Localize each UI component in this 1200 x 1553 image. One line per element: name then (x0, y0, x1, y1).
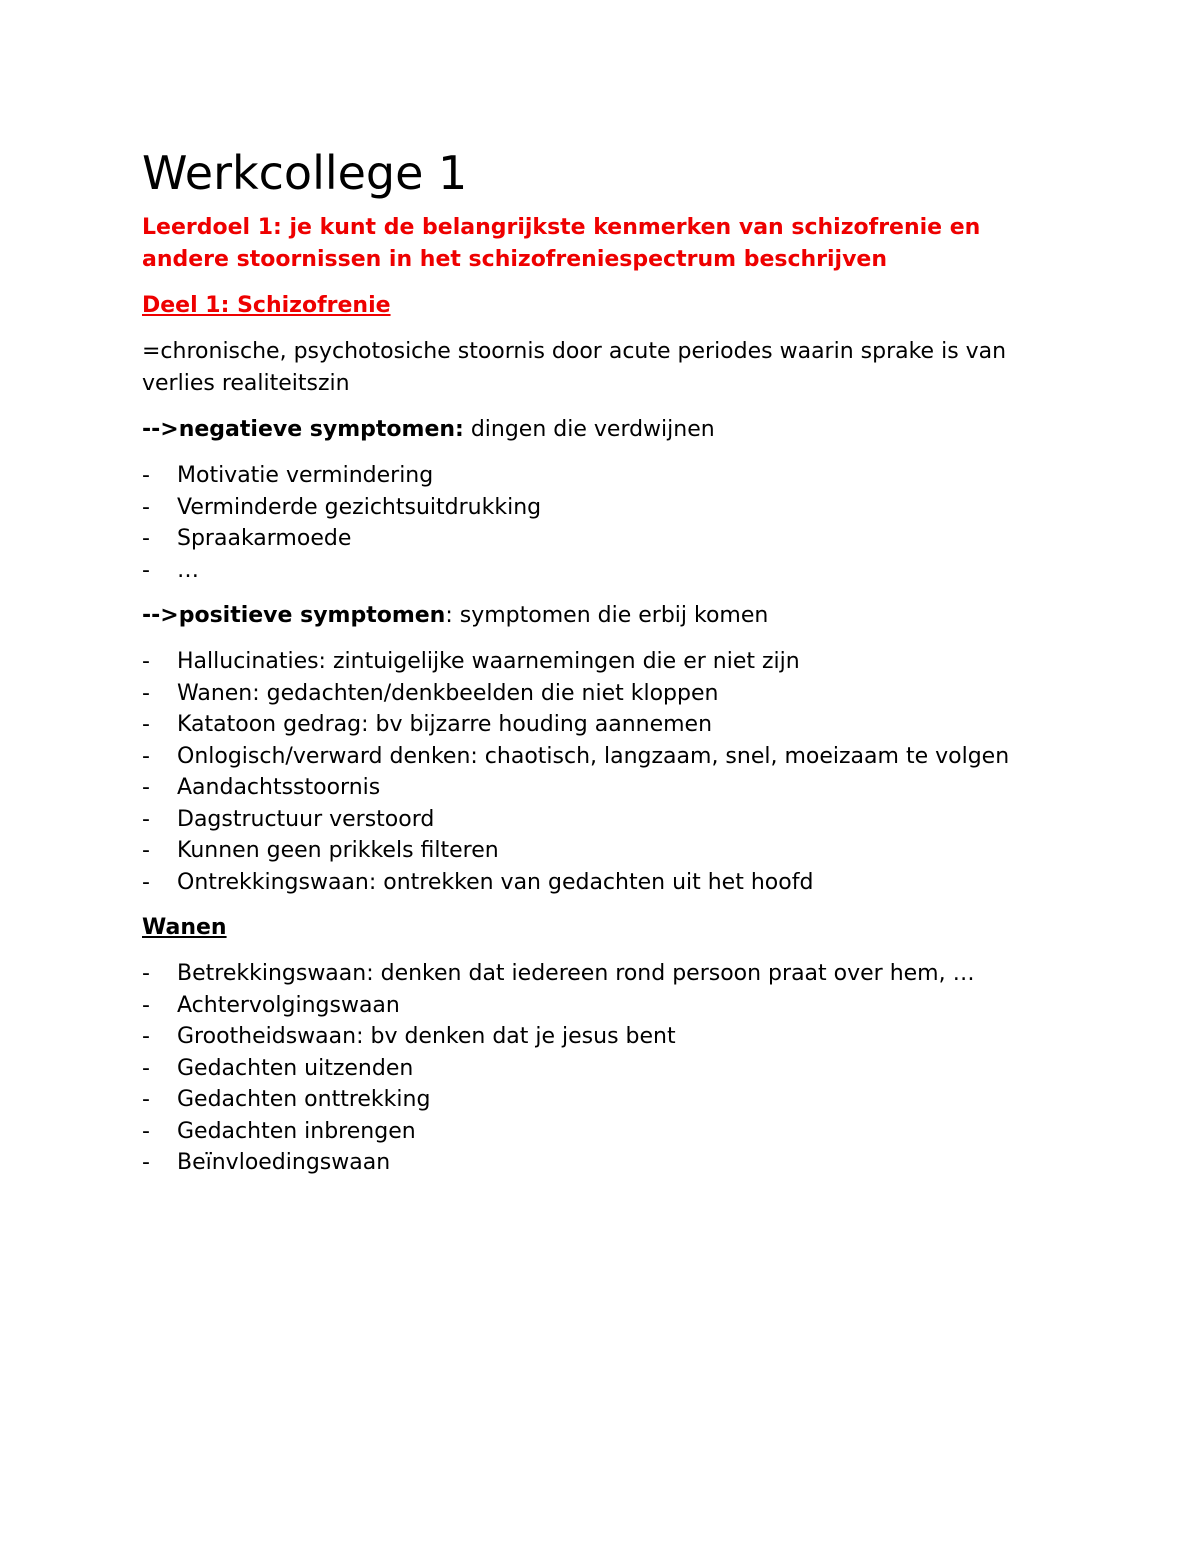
learning-goal: Leerdoel 1: je kunt de belangrijkste kenmerken van schizofrenie en andere stoornissen in het schizofreniespectrum beschrijven (142, 215, 981, 272)
list-item (142, 958, 1062, 990)
negative-arrow: --> (142, 417, 179, 442)
list-item (142, 492, 1062, 524)
list-item (142, 646, 1062, 678)
dash-bullet: - (142, 775, 150, 800)
list-item (142, 678, 1062, 710)
dash-bullet: - (142, 712, 150, 737)
dash-bullet: - (142, 557, 150, 583)
list-item (142, 772, 1062, 804)
dash-bullet: - (142, 1150, 150, 1175)
list-item-text: Grootheidswaan: bv denken dat je jesus bent (177, 1024, 676, 1049)
list-item (142, 835, 1062, 867)
dash-bullet: - (142, 1118, 150, 1144)
list-item-text: Achtervolgingswaan (177, 992, 400, 1018)
dash-bullet: - (142, 992, 150, 1018)
dash-bullet: - (142, 649, 150, 674)
list-item-text: Hallucinaties: zintuigelijke waarnemingen die er niet zijn (177, 649, 800, 674)
dash-bullet: - (142, 1087, 150, 1112)
list-item-text: Gedachten onttrekking (177, 1087, 431, 1112)
dash-bullet: - (142, 526, 150, 551)
dash-bullet: - (142, 869, 150, 895)
dash-bullet: - (142, 463, 150, 488)
list-item (142, 523, 1062, 555)
dash-bullet: - (142, 1055, 150, 1081)
list-item-text: Katatoon gedrag: bv bijzarre houding aannemen (177, 712, 713, 737)
list-item-text: Spraakarmoede (177, 526, 352, 551)
dash-bullet: - (142, 961, 150, 986)
dash-bullet: - (142, 680, 150, 706)
list-item (142, 709, 1062, 741)
positive-description: : symptomen die erbij komen (445, 603, 769, 628)
list-item (142, 741, 1062, 773)
list-item-text: Gedachten inbrengen (177, 1118, 416, 1144)
list-item-text: Dagstructuur verstoord (177, 806, 435, 832)
list-item (142, 1053, 1062, 1085)
dash-bullet: - (142, 838, 150, 863)
document-page (142, 140, 1062, 1193)
list-item-text: Verminderde gezichtsuitdrukking (177, 494, 542, 520)
section-heading-schizofrenie: Deel 1: Schizofrenie (142, 293, 391, 318)
positive-arrow: --> (142, 603, 179, 628)
list-item (142, 555, 1062, 587)
dash-bullet: - (142, 494, 150, 520)
negative-symptoms-list (142, 460, 1062, 586)
list-item-text: Ontrekkingswaan: ontrekken van gedachten uit het hoofd (177, 869, 814, 895)
list-item (142, 1021, 1062, 1053)
list-item (142, 460, 1062, 492)
positive-symptoms-list (142, 646, 1062, 898)
negative-description: dingen die verdwijnen (463, 417, 715, 442)
negative-symptoms-heading (142, 414, 1062, 446)
list-item-text: Aandachtsstoornis (177, 775, 381, 800)
list-item (142, 990, 1062, 1022)
section-heading-wanen: Wanen (142, 915, 227, 940)
dash-bullet: - (142, 1024, 150, 1049)
positive-symptoms-heading (142, 600, 1062, 632)
list-item-text: Gedachten uitzenden (177, 1055, 414, 1081)
positive-label: positieve symptomen (178, 603, 446, 628)
list-item-text: Kunnen geen prikkels filteren (177, 838, 499, 863)
list-item (142, 804, 1062, 836)
list-item-text: Onlogisch/verward denken: chaotisch, langzaam, snel, moeizaam te volgen (177, 743, 1010, 769)
list-item-text: Motivatie vermindering (177, 463, 434, 488)
document-title: Werkcollege 1 (142, 146, 468, 200)
dash-bullet: - (142, 806, 150, 832)
list-item (142, 1084, 1062, 1116)
dash-bullet: - (142, 743, 150, 769)
list-item-text: Beïnvloedingswaan (177, 1150, 391, 1175)
list-item (142, 1116, 1062, 1148)
list-item-text: Wanen: gedachten/denkbeelden die niet kloppen (177, 680, 719, 706)
definition-paragraph: =chronische, psychotosiche stoornis door acute periodes waarin sprake is van verlies realiteitszin (142, 339, 1007, 396)
list-item (142, 867, 1062, 899)
wanen-list (142, 958, 1062, 1179)
list-item (142, 1147, 1062, 1179)
list-item-text: … (177, 557, 199, 583)
list-item-text: Betrekkingswaan: denken dat iedereen rond persoon praat over hem, … (177, 961, 975, 986)
negative-label: negatieve symptomen: (178, 417, 464, 442)
